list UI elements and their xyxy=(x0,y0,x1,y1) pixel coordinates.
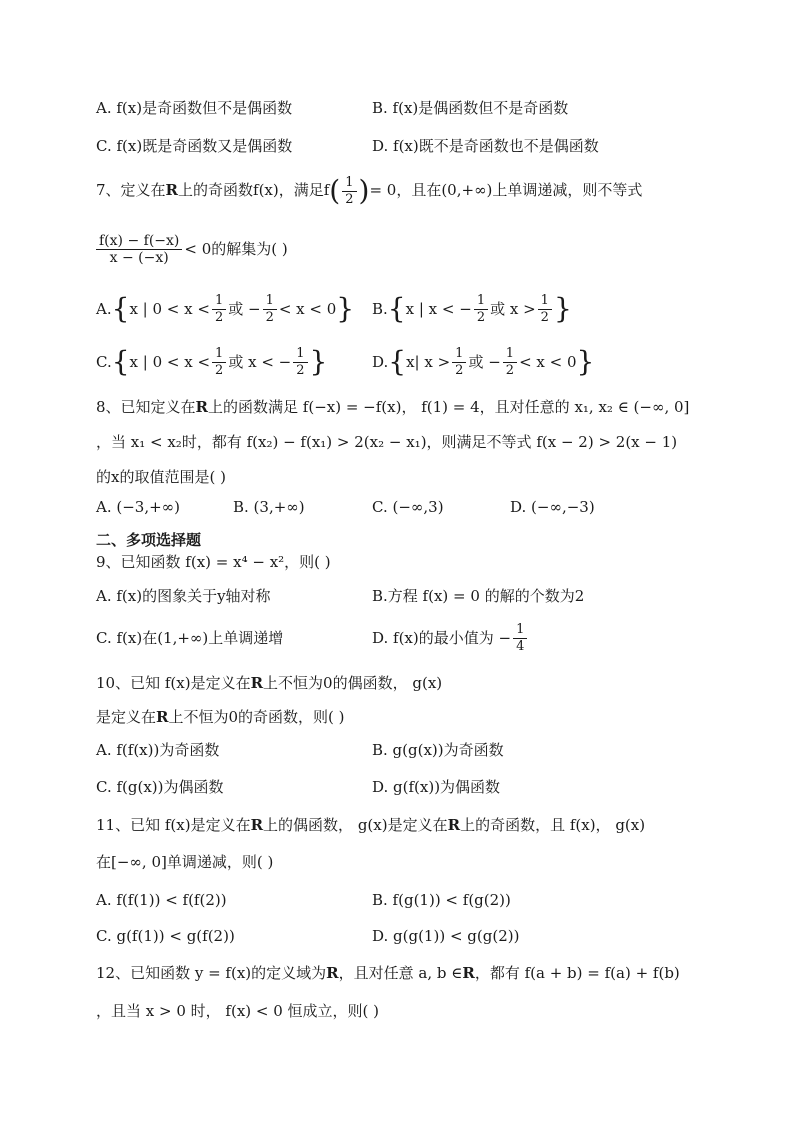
option-letter: B. xyxy=(372,300,388,318)
fraction-numerator: 1 xyxy=(538,293,552,310)
q7-option-d[interactable] xyxy=(372,343,594,380)
fraction-numerator: 1 xyxy=(503,346,517,363)
fraction xyxy=(474,293,488,326)
q9-option-b[interactable]: B.方程 f(x) = 0 的解的个数为2 xyxy=(372,587,585,605)
fraction-denominator: x − (−x) xyxy=(109,249,169,266)
option-text: x | x < − xyxy=(405,300,472,318)
q6-option-b[interactable]: B. f(x)是偶函数但不是奇函数 xyxy=(372,99,569,117)
reals-symbol: R xyxy=(447,816,461,834)
q6-option-c[interactable]: C. f(x)既是奇函数又是偶函数 xyxy=(96,137,293,155)
option-text: 或 x < − xyxy=(228,353,292,371)
option-letter: C. xyxy=(96,353,112,371)
brace-open: { xyxy=(111,292,130,325)
brace-close: } xyxy=(576,345,595,378)
option-text: 或 − xyxy=(228,300,261,318)
fraction-numerator: 1 xyxy=(342,175,356,192)
q11-stem-part: 11、已知 f(x)是定义在 xyxy=(96,816,251,834)
q6-option-d[interactable]: D. f(x)既不是奇函数也不是偶函数 xyxy=(372,137,599,155)
option-text: 或 − xyxy=(468,353,501,371)
q7-fraction xyxy=(96,233,182,266)
q7-option-c[interactable] xyxy=(96,343,327,380)
q11-stem-part: 上的偶函数， g(x)是定义在 xyxy=(263,816,448,834)
q12-stem-part: ，且对任意 a, b ∈ xyxy=(338,964,463,982)
fraction-numerator: 1 xyxy=(293,346,307,363)
q7-question-tail: < 0的解集为( ) xyxy=(184,240,288,258)
q10-stem-line2 xyxy=(96,707,345,727)
fraction-denominator: 2 xyxy=(455,362,464,378)
fraction-denominator: 2 xyxy=(540,309,549,325)
q8-option-a[interactable]: A. (−3,+∞) xyxy=(96,498,181,516)
option-text: < x < 0 xyxy=(278,300,337,318)
reals-symbol: R xyxy=(165,181,179,199)
q10-stem-part: 10、已知 f(x)是定义在 xyxy=(96,674,251,692)
q11-stem-part: 上的奇函数，且 f(x)， g(x) xyxy=(460,816,646,834)
q12-stem-line1 xyxy=(96,963,680,983)
q11-stem-line1 xyxy=(96,815,645,835)
reals-symbol: R xyxy=(462,964,475,982)
option-letter: A. xyxy=(96,300,112,318)
reals-symbol: R xyxy=(326,964,339,982)
fraction xyxy=(503,346,517,379)
q9-stem: 9、已知函数 f(x) = x⁴ − x²，则( ) xyxy=(96,553,331,571)
q7-stem-part: 上的奇函数f(x)，满足f xyxy=(178,181,330,199)
q9-option-c[interactable]: C. f(x)在(1,+∞)上单调递增 xyxy=(96,629,284,647)
fraction-numerator: 1 xyxy=(452,346,466,363)
reals-symbol: R xyxy=(195,398,209,416)
q7-inequality xyxy=(96,228,288,269)
half-fraction xyxy=(342,175,356,208)
q8-stem-part: 8、已知定义在 xyxy=(96,398,196,416)
q12-stem-part: ，都有 f(a + b) = f(a) + f(b) xyxy=(474,964,680,982)
q11-option-d[interactable]: D. g(g(1)) < g(g(2)) xyxy=(372,927,520,945)
reals-symbol: R xyxy=(250,816,264,834)
fraction-numerator: 1 xyxy=(263,293,277,310)
q10-option-c[interactable]: C. f(g(x))为偶函数 xyxy=(96,778,224,796)
q9-option-a[interactable]: A. f(x)的图象关于y轴对称 xyxy=(96,587,271,605)
fraction-denominator: 2 xyxy=(265,309,274,325)
q11-stem-line2: 在[−∞, 0]单调递减，则( ) xyxy=(96,853,274,871)
reals-symbol: R xyxy=(250,674,264,692)
option-letter: D. xyxy=(372,353,389,371)
fraction-numerator: f(x) − f(−x) xyxy=(96,233,182,250)
fraction xyxy=(513,622,527,655)
fraction xyxy=(538,293,552,326)
q6-option-a[interactable]: A. f(x)是奇函数但不是偶函数 xyxy=(96,99,293,117)
paren-open: ( xyxy=(329,174,341,207)
q10-stem-line1 xyxy=(96,673,442,693)
fraction-numerator: 1 xyxy=(212,293,226,310)
q9-option-d[interactable] xyxy=(372,618,529,657)
q12-stem-line2: ，且当 x > 0 时， f(x) < 0 恒成立，则( ) xyxy=(96,1002,380,1020)
fraction xyxy=(293,346,307,379)
q11-option-a[interactable]: A. f(f(1)) < f(f(2)) xyxy=(96,891,227,909)
option-text: x | 0 < x < xyxy=(129,353,211,371)
q10-stem-part: 上不恒为0的奇函数，则( ) xyxy=(168,708,345,726)
q8-stem-line2: ，当 x₁ < x₂时，都有 f(x₂) − f(x₁) > 2(x₂ − x₁)，则满足不等式 f(x − 2) > 2(x − 1) xyxy=(96,433,678,451)
q8-option-d[interactable]: D. (−∞,−3) xyxy=(510,498,595,516)
brace-open: { xyxy=(387,292,406,325)
fraction-denominator: 2 xyxy=(215,362,224,378)
q7-stem xyxy=(96,172,642,209)
q8-option-b[interactable]: B. (3,+∞) xyxy=(233,498,305,516)
brace-close: } xyxy=(336,292,355,325)
q11-option-c[interactable]: C. g(f(1)) < g(f(2)) xyxy=(96,927,235,945)
fraction-denominator: 4 xyxy=(516,638,525,654)
option-text: D. f(x)的最小值为 − xyxy=(372,629,512,647)
fraction xyxy=(212,346,226,379)
q10-option-a[interactable]: A. f(f(x))为奇函数 xyxy=(96,741,220,759)
q12-stem-part: 12、已知函数 y = f(x)的定义域为 xyxy=(96,964,327,982)
fraction-denominator: 2 xyxy=(476,309,486,325)
q7-option-a[interactable] xyxy=(96,290,354,327)
option-text: 或 x > xyxy=(490,300,536,318)
fraction xyxy=(263,293,277,326)
brace-close: } xyxy=(553,292,572,325)
q10-stem-part: 是定义在 xyxy=(96,708,157,726)
fraction-numerator: 1 xyxy=(474,293,488,310)
q8-stem-line1 xyxy=(96,397,689,417)
fraction xyxy=(212,293,226,326)
brace-open: { xyxy=(388,345,407,378)
fraction-numerator: 1 xyxy=(513,622,527,639)
q8-stem-line3: 的x的取值范围是( ) xyxy=(96,468,226,486)
q7-stem-part: 7、定义在 xyxy=(96,181,166,199)
fraction xyxy=(452,346,466,379)
fraction-denominator: 2 xyxy=(505,362,515,378)
option-text: x| x > xyxy=(406,353,451,371)
fraction-denominator: 2 xyxy=(296,362,305,378)
fraction-denominator: 2 xyxy=(214,309,224,325)
q7-option-b[interactable] xyxy=(372,290,572,327)
option-text: x | 0 < x < xyxy=(129,300,210,318)
q8-stem-part: 上的函数满足 f(−x) = −f(x)， f(1) = 4，且对任意的 x₁, x₂ ∈ (−∞, 0] xyxy=(208,398,690,416)
paren-close: ) xyxy=(358,174,370,207)
q8-option-c[interactable]: C. (−∞,3) xyxy=(372,498,444,516)
fraction-denominator: 2 xyxy=(345,191,354,207)
brace-open: { xyxy=(111,345,130,378)
reals-symbol: R xyxy=(156,708,169,726)
q10-stem-part: 上不恒为0的偶函数， g(x) xyxy=(263,674,443,692)
section-title: 二、多项选择题 xyxy=(96,531,202,549)
brace-close: } xyxy=(309,345,328,378)
option-text: < x < 0 xyxy=(519,353,577,371)
q10-option-d[interactable]: D. g(f(x))为偶函数 xyxy=(372,778,501,796)
q7-stem-part: = 0，且在(0,+∞)上单调递减，则不等式 xyxy=(369,181,643,199)
q11-option-b[interactable]: B. f(g(1)) < f(g(2)) xyxy=(372,891,511,909)
fraction-numerator: 1 xyxy=(212,346,226,363)
q10-option-b[interactable]: B. g(g(x))为奇函数 xyxy=(372,741,504,759)
